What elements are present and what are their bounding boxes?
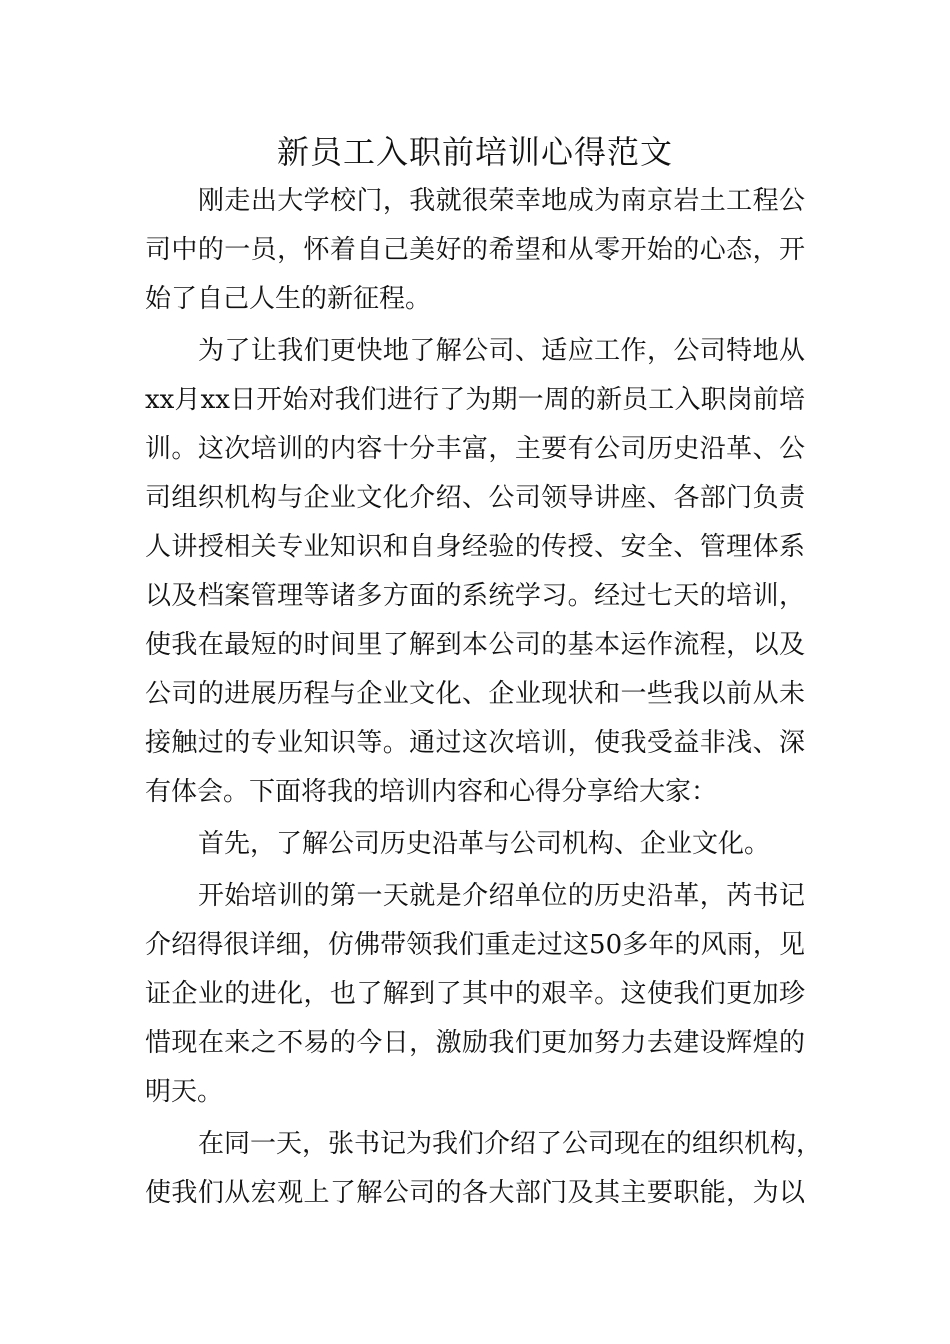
paragraph-line: 使我在最短的时间里了解到本公司的基本运作流程，以及: [145, 630, 805, 660]
paragraph-line: 首先，了解公司历史沿革与公司机构、企业文化。: [198, 829, 771, 859]
paragraph-line: 始了自己人生的新征程。: [145, 284, 432, 314]
paragraph-line: 有体会。下面将我的培训内容和心得分享给大家：: [145, 777, 718, 807]
paragraph-line: 明天。: [145, 1077, 224, 1107]
paragraph-line: 在同一天，张书记为我们介绍了公司现在的组织机构，: [198, 1129, 823, 1159]
paragraph-line: 接触过的专业知识等。通过这次培训，使我受益非浅、深: [145, 728, 805, 758]
paragraph-line: 司组织机构与企业文化介绍、公司领导讲座、各部门负责: [145, 483, 805, 513]
paragraph-line: 司中的一员，怀着自己美好的希望和从零开始的心态，开: [145, 235, 805, 265]
paragraph-line: 介绍得很详细，仿佛带领我们重走过这50多年的风雨，见: [145, 930, 805, 960]
paragraph-line: 惜现在来之不易的今日，激励我们更加努力去建设辉煌的: [145, 1028, 805, 1058]
paragraph-line: 以及档案管理等诸多方面的系统学习。经过七天的培训，: [145, 581, 805, 611]
document-title: 新员工入职前培训心得范文: [276, 133, 673, 171]
paragraph-line: 使我们从宏观上了解公司的各大部门及其主要职能，为以: [145, 1178, 805, 1208]
paragraph-line: 训。这次培训的内容十分丰富，主要有公司历史沿革、公: [145, 434, 805, 464]
paragraph-line: 为了让我们更快地了解公司、适应工作，公司特地从: [198, 336, 805, 366]
paragraph-line: 证企业的进化，也了解到了其中的艰辛。这使我们更加珍: [145, 979, 805, 1009]
paragraph-line: 刚走出大学校门，我就很荣幸地成为南京岩土工程公: [198, 186, 805, 216]
paragraph-line: 公司的进展历程与企业文化、企业现状和一些我以前从未: [145, 679, 805, 709]
paragraph-line: xx月xx日开始对我们进行了为期一周的新员工入职岗前培: [145, 385, 805, 415]
paragraph-line: 开始培训的第一天就是介绍单位的历史沿革，芮书记: [198, 881, 805, 911]
paragraph-line: 人讲授相关专业知识和自身经验的传授、安全、管理体系: [145, 532, 805, 562]
